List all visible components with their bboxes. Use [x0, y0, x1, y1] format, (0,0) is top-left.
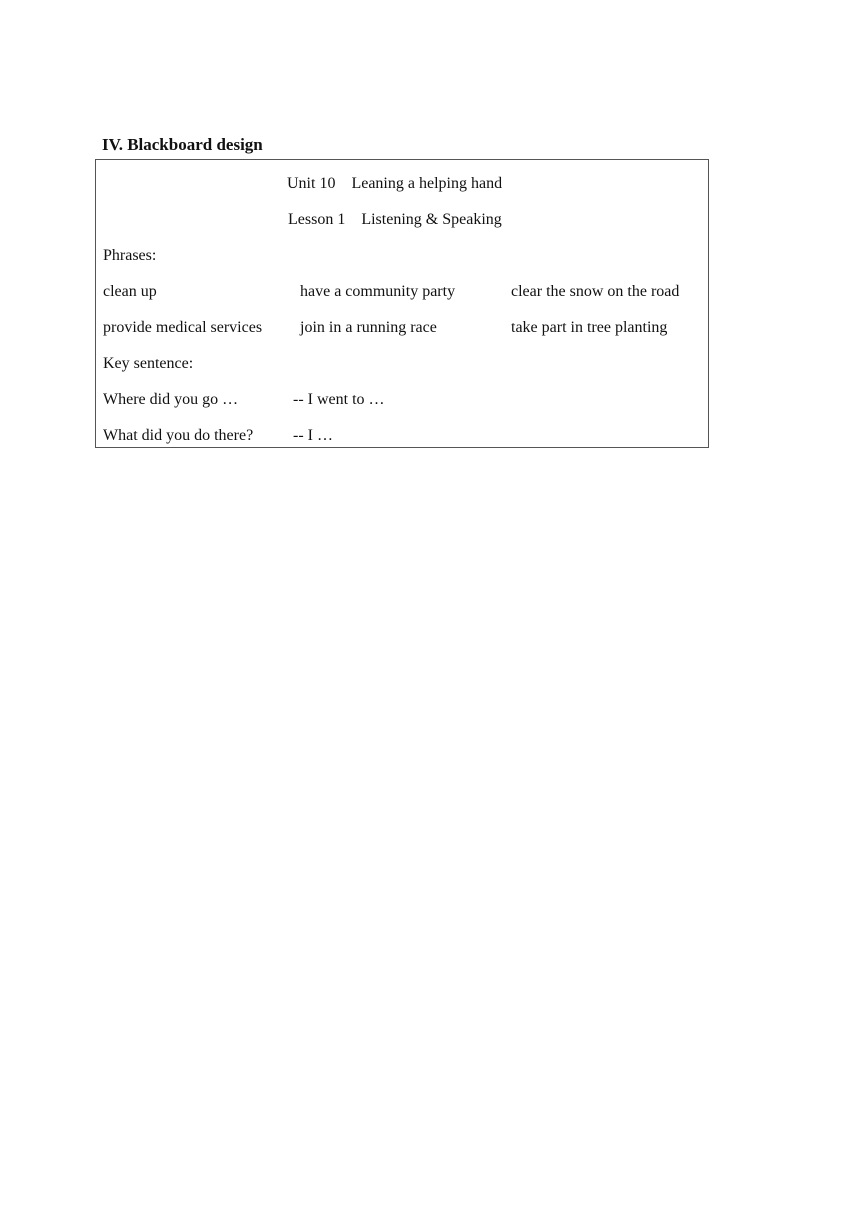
key-question: What did you do there? — [103, 427, 254, 444]
lesson-label: Lesson 1 — [288, 211, 346, 228]
unit-title-line — [287, 174, 502, 194]
phrase-item: clean up — [103, 283, 157, 300]
lesson-title-line — [288, 210, 502, 230]
unit-label: Unit 10 — [287, 175, 336, 192]
key-answer: -- I went to … — [293, 391, 385, 408]
unit-title: Leaning a helping hand — [351, 175, 503, 192]
phrase-item: join in a running race — [300, 319, 437, 336]
key-sentence-label: Key sentence: — [103, 355, 194, 372]
blackboard-design-box — [95, 159, 709, 448]
phrase-item: have a community party — [300, 283, 456, 300]
key-question: Where did you go … — [103, 391, 239, 408]
section-heading: IV. Blackboard design — [102, 135, 263, 154]
phrase-item: clear the snow on the road — [511, 283, 680, 300]
lesson-title: Listening & Speaking — [361, 211, 502, 228]
phrases-label: Phrases: — [103, 247, 157, 264]
key-answer: -- I … — [293, 427, 333, 444]
phrase-item: take part in tree planting — [511, 319, 668, 336]
phrase-item: provide medical services — [103, 319, 263, 336]
